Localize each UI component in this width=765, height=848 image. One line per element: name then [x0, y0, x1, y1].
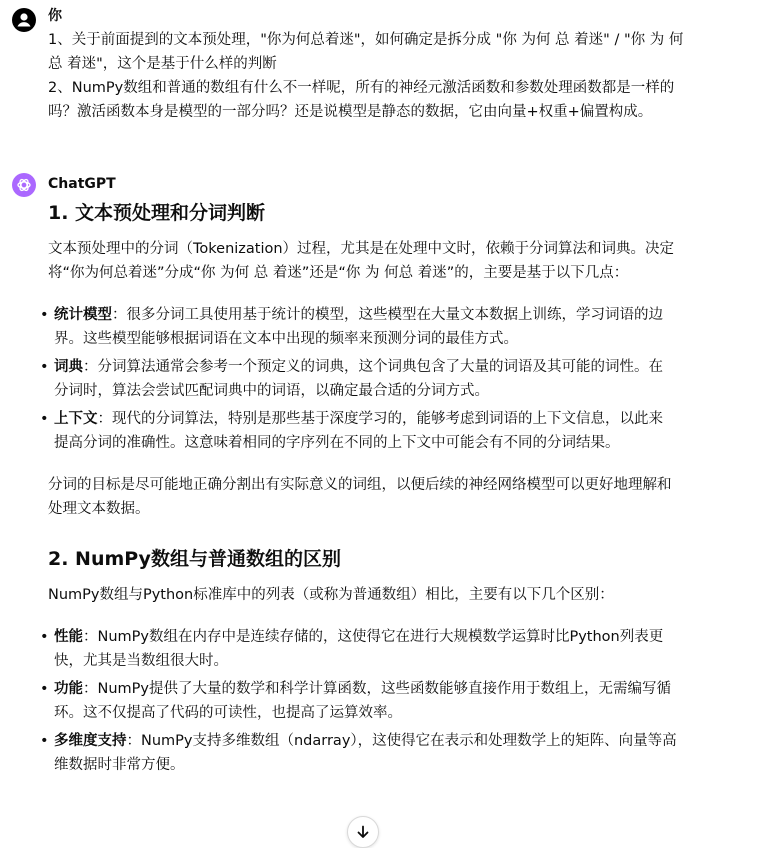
user-line: 1、关于前面提到的文本预处理，"你为何总着迷"，如何确定是拆分成 "你 为何 总 着迷" / "你 为 何 [48, 32, 684, 48]
bullet-term: 上下文 [54, 411, 98, 427]
bullet-text: ：很多分词工具使用基于统计的模型，这些模型在大量文本数据上训练，学习词语的边 [112, 307, 663, 323]
paragraph: 将“你为何总着迷”分成“你 为何 总 着迷”还是“你 为 何总 着迷”的，主要是基于以下几点： [48, 265, 629, 281]
user-author: 你 [48, 8, 62, 24]
user-line: 吗？激活函数本身是模型的一部分吗？还是说模型是静态的数据，它由向量+权重+偏置构成。 [48, 104, 653, 120]
assistant-avatar [12, 173, 36, 197]
list-item [48, 407, 755, 455]
paragraph: 分词的目标是尽可能地正确分割出有实际意义的词组，以便后续的神经网络模型可以更好地理解和 [48, 477, 672, 493]
person-icon [12, 8, 36, 32]
user-avatar [12, 8, 36, 32]
user-line: 2、NumPy数组和普通的数组有什么不一样呢，所有的神经元激活函数和参数处理函数都是一样的 [48, 80, 675, 96]
user-text [48, 28, 755, 124]
bullet-text: 界。这些模型能够根据词语在文本中出现的频率来预测分词的最佳方式。 [54, 331, 518, 347]
paragraph: 文本预处理中的分词（Tokenization）过程，尤其是在处理中文时，依赖于分词算法和词典。决定 [48, 241, 675, 257]
user-line: 总 着迷"，这个是基于什么样的判断 [48, 56, 277, 72]
bullet-text: ：NumPy提供了大量的数学和科学计算函数，这些函数能够直接作用于数组上，无需编写循 [83, 681, 671, 697]
bullet-term: 功能 [54, 681, 83, 697]
bullet-text: 快，尤其是当数组很大时。 [54, 653, 228, 669]
list-item [48, 355, 755, 403]
list-item [48, 677, 755, 725]
bullet-text: 分词时，算法会尝试匹配词典中的词语，以确定最合适的分词方式。 [54, 383, 489, 399]
section-heading: 2. NumPy数组与普通数组的区别 [48, 548, 341, 570]
bullet-text: 环。这不仅提高了代码的可读性，也提高了运算效率。 [54, 705, 402, 721]
paragraph: 处理文本数据。 [48, 501, 150, 517]
bullet-term: 统计模型 [54, 307, 112, 323]
list-item [48, 729, 755, 777]
bullet-text: ：现代的分词算法，特别是那些基于深度学习的，能够考虑到词语的上下文信息，以此来 [97, 411, 663, 427]
assistant-text [48, 199, 755, 777]
arrow-down-icon [355, 824, 371, 840]
bullet-list [48, 625, 755, 777]
bullet-text: 提高分词的准确性。这意味着相同的字序列在不同的上下文中可能会有不同的分词结果。 [54, 435, 620, 451]
bullet-term: 词典 [54, 359, 83, 375]
bullet-text: 维数据时非常方便。 [54, 757, 185, 773]
section-heading: 1. 文本预处理和分词判断 [48, 202, 266, 224]
bullet-text: ：分词算法通常会参考一个预定义的词典，这个词典包含了大量的词语及其可能的词性。在 [83, 359, 663, 375]
paragraph: NumPy数组与Python标准库中的列表（或称为普通数组）相比，主要有以下几个区别： [48, 587, 614, 603]
assistant-author: ChatGPT [48, 176, 116, 192]
list-item [48, 625, 755, 673]
list-item [48, 303, 755, 351]
scroll-down-button[interactable] [347, 816, 379, 848]
bullet-list [48, 303, 755, 455]
bullet-text: ：NumPy数组在内存中是连续存储的，这使得它在进行大规模数学运算时比Python列表更 [83, 629, 664, 645]
bullet-text: ：NumPy支持多维数组（ndarray），这使得它在表示和处理数学上的矩阵、向量等高 [126, 733, 677, 749]
bullet-term: 性能 [54, 629, 83, 645]
openai-logo-icon [12, 173, 36, 197]
bullet-term: 多维度支持 [54, 733, 127, 749]
